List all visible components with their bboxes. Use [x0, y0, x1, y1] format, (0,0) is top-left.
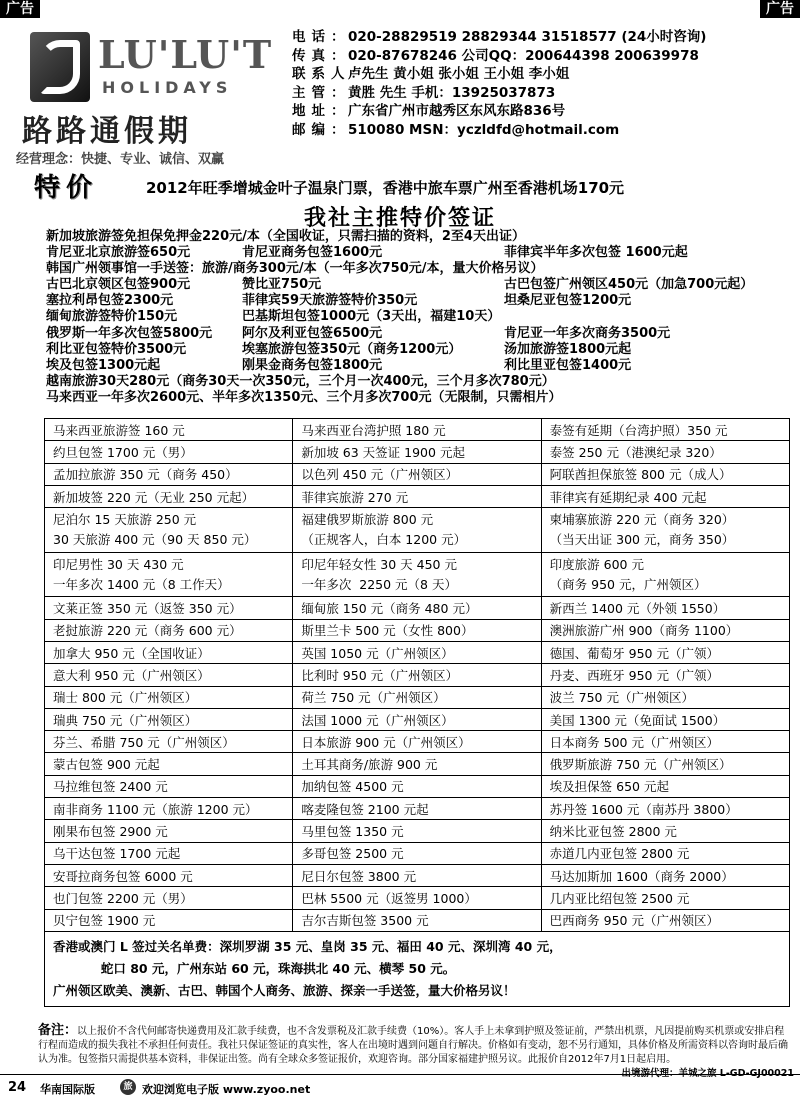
- table-cell: 几内亚比绍包签 2500 元: [541, 887, 789, 909]
- visa-item: 韩国广州领事馆一手送签：旅游/商务300元/本（一年多次750元/本，量大价格另议）: [46, 261, 544, 277]
- ad-label-right: 广告: [760, 0, 800, 18]
- table-cell: 澳洲旅游广州 900（商务 1100）: [541, 619, 789, 641]
- ad-label-left: 广告: [0, 0, 40, 18]
- table-cell: 日本商务 500 元（广州领区）: [541, 731, 789, 753]
- visa-line: [46, 326, 786, 342]
- table-cell: 荷兰 750 元（广州领区）: [293, 686, 541, 708]
- footer-line: 蛇口 80 元，广州东站 60 元，珠海拱北 40 元、横琴 50 元。: [53, 960, 456, 976]
- contact-row: [292, 82, 792, 101]
- table-row: [45, 864, 790, 886]
- visa-line: [46, 293, 786, 309]
- contact-key: 电话：: [292, 29, 351, 46]
- table-row: [45, 887, 790, 909]
- table-row: [45, 552, 790, 597]
- contact-key: 地址：: [292, 103, 351, 120]
- table-row: [45, 485, 790, 507]
- table-cell: 文莱正签 350 元（返签 350 元）: [45, 597, 293, 619]
- table-cell: 马达加斯加 1600（商务 2000）: [541, 864, 789, 886]
- visa-line: [46, 245, 786, 261]
- travel-logo-icon: 旅: [120, 1079, 136, 1095]
- table-cell: 新加坡 63 天签证 1900 元起: [293, 441, 541, 463]
- visa-line: [46, 358, 786, 374]
- table-cell: 赤道几内亚包签 2800 元: [541, 842, 789, 864]
- agent-license: 出境游代理：羊城之旅 L-GD-GJ00021: [621, 1068, 794, 1079]
- table-footer: [45, 931, 790, 1006]
- table-row: [45, 820, 790, 842]
- table-cell: 印度旅游 600 元 （商务 950 元，广州领区）: [541, 552, 789, 597]
- contact-row: [292, 26, 792, 45]
- visa-item: 埃及包签1300元起: [46, 357, 161, 373]
- table-cell: 土耳其商务/旅游 900 元: [293, 753, 541, 775]
- visa-line: [46, 229, 786, 245]
- contact-row: [292, 45, 792, 64]
- table-cell: 法国 1000 元（广州领区）: [293, 708, 541, 730]
- contact-value: 黄胜 先生 手机：13925037873: [348, 84, 556, 101]
- visa-line: [46, 261, 786, 277]
- table-footer-row: [45, 931, 790, 1006]
- visa-item: 菲律宾59天旅游签特价350元: [242, 293, 418, 309]
- footer-line: 广州领区欧美、澳新、古巴、韩国个人商务、旅游、探亲一手送签，量大价格另议！: [53, 982, 516, 998]
- contact-key: 联系人：: [292, 66, 370, 83]
- table-cell: 美国 1300 元（免面试 1500）: [541, 708, 789, 730]
- visa-item: 利比里亚包签1400元: [504, 357, 632, 373]
- visa-item: 阿尔及利亚包签6500元: [242, 325, 383, 341]
- table-cell: 印尼男性 30 天 430 元 一年多次 1400 元（8 工作天）: [45, 552, 293, 597]
- table-cell: 意大利 950 元（广州领区）: [45, 664, 293, 686]
- featured-visa-list: [46, 229, 786, 406]
- visa-item: 刚果金商务包签1800元: [242, 357, 383, 373]
- table-cell: 蒙古包签 900 元起: [45, 753, 293, 775]
- visa-item: 赞比亚750元: [242, 277, 322, 293]
- table-cell: 乌干达包签 1700 元起: [45, 842, 293, 864]
- table-cell: 新加坡签 220 元（无业 250 元起）: [45, 485, 293, 507]
- table-row: [45, 508, 790, 553]
- table-cell: 泰签 250 元（港澳纪录 320）: [541, 441, 789, 463]
- contact-value: 510080 MSN：yczldfd@hotmail.com: [348, 121, 620, 138]
- table-cell: 马来西亚旅游签 160 元: [45, 419, 293, 441]
- contact-key: 主管：: [292, 84, 351, 101]
- table-cell: 老挝旅游 220 元（商务 600 元）: [45, 619, 293, 641]
- visa-item: 马来西亚一年多次2600元、半年多次1350元、三个月多次700元（无限制，只需相片）: [46, 389, 562, 405]
- table-cell: 纳米比亚包签 2800 元: [541, 820, 789, 842]
- contact-key: 传真：: [292, 47, 351, 64]
- table-cell: 吉尔吉斯包签 3500 元: [293, 909, 541, 931]
- logo-s-icon: [30, 32, 90, 102]
- visa-line: [46, 374, 786, 390]
- table-cell: 马来西亚台湾护照 180 元: [293, 419, 541, 441]
- table-cell: 丹麦、西班牙 950 元（广领）: [541, 664, 789, 686]
- table-row: [45, 842, 790, 864]
- visa-item: 塞拉利昂包签2300元: [46, 293, 174, 309]
- contact-value: 020-87678246 公司QQ：200644398 200639978: [348, 47, 699, 64]
- page-title: 我社主推特价签证: [303, 206, 496, 231]
- visa-item: 汤加旅游签1800元起: [504, 341, 632, 357]
- table-row: [45, 664, 790, 686]
- table-cell: 印尼年轻女性 30 天 450 元 一年多次 2250 元（8 天）: [293, 552, 541, 597]
- website-link[interactable]: 欢迎浏览电子版 www.zyoo.net: [142, 1083, 311, 1096]
- logo-sub: HOLIDAYS: [102, 78, 233, 97]
- visa-item: 利比亚包签特价3500元: [46, 341, 187, 357]
- table-cell: 约旦包签 1700 元（男）: [45, 441, 293, 463]
- table-cell: 波兰 750 元（广州领区）: [541, 686, 789, 708]
- table-row: [45, 753, 790, 775]
- visa-item: 坦桑尼亚包签1200元: [504, 293, 632, 309]
- visa-item: 肯尼亚北京旅游签650元: [46, 245, 191, 261]
- table-cell: 芬兰、希腊 750 元（广州领区）: [45, 731, 293, 753]
- table-cell: 斯里兰卡 500 元（女性 800）: [293, 619, 541, 641]
- table-cell: 阿联酋担保旅签 800 元（成人）: [541, 463, 789, 485]
- table-cell: 以色列 450 元（广州领区）: [293, 463, 541, 485]
- table-row: [45, 775, 790, 797]
- table-cell: 缅甸旅 150 元（商务 480 元）: [293, 597, 541, 619]
- table-cell: 福建俄罗斯旅游 800 元 （正规客人，白本 1200 元）: [293, 508, 541, 553]
- contact-row: [292, 100, 792, 119]
- table-cell: 柬埔寨旅游 220 元（商务 320） （当天出证 300 元，商务 350）: [541, 508, 789, 553]
- contact-row: [292, 119, 792, 138]
- table-row: [45, 619, 790, 641]
- table-cell: 尼日尔包签 3800 元: [293, 864, 541, 886]
- table-cell: 英国 1050 元（广州领区）: [293, 641, 541, 663]
- table-cell: 贝宁包签 1900 元: [45, 909, 293, 931]
- company-logo: [6, 22, 276, 170]
- table-cell: 刚果布包签 2900 元: [45, 820, 293, 842]
- visa-item: 古巴北京领区包签900元: [46, 277, 191, 293]
- table-cell: 安哥拉商务包签 6000 元: [45, 864, 293, 886]
- table-cell: 比利时 950 元（广州领区）: [293, 664, 541, 686]
- table-cell: 德国、葡萄牙 950 元（广领）: [541, 641, 789, 663]
- table-cell: 孟加拉旅游 350 元（商务 450）: [45, 463, 293, 485]
- table-row: [45, 798, 790, 820]
- table-cell: 加拿大 950 元（全国收证）: [45, 641, 293, 663]
- table-cell: 菲律宾旅游 270 元: [293, 485, 541, 507]
- footer-line: 香港或澳门 L 签过关名单费：深圳罗湖 35 元、皇岗 35 元、福田 40 元、深圳湾 40 元，: [53, 938, 562, 954]
- contact-row: [292, 63, 792, 82]
- page-footer: [0, 1074, 800, 1100]
- table-row: [45, 641, 790, 663]
- visa-item: 俄罗斯一年多次包签5800元: [46, 325, 213, 341]
- table-cell: 泰签有延期（台湾护照）350 元: [541, 419, 789, 441]
- visa-item: 巴基斯坦包签1000元（3天出，福建10天）: [242, 309, 501, 325]
- logo-brand: LU'LU'T: [98, 32, 273, 77]
- special-banner: [34, 173, 794, 203]
- table-row: [45, 708, 790, 730]
- table-cell: 苏丹签 1600 元（南苏丹 3800）: [541, 798, 789, 820]
- table-cell: 埃及担保签 650 元起: [541, 775, 789, 797]
- contact-value: 020-28829519 28829344 31518577 (24小时咨询): [348, 29, 707, 46]
- table-row: [45, 686, 790, 708]
- table-row: [45, 463, 790, 485]
- visa-item: 新加坡旅游签免担保免押金220元/本（全国收证，只需扫描的资料，2至4天出证）: [46, 229, 525, 244]
- visa-line: [46, 309, 786, 325]
- logo-cn-name: 路路通假期: [22, 114, 192, 149]
- table-cell: 加纳包签 4500 元: [293, 775, 541, 797]
- contact-value: 卢先生 黄小姐 张小姐 王小姐 李小姐: [348, 66, 570, 83]
- notes: [38, 1023, 794, 1079]
- contact-value: 广东省广州市越秀区东风东路836号: [348, 103, 566, 120]
- special-text: 2012年旺季增城金叶子温泉门票，香港中旅车票广州至香港机场170元: [146, 179, 625, 197]
- visa-item: 肯尼亚一年多次商务3500元: [504, 325, 671, 341]
- visa-item: 越南旅游30天280元（商务30天一次350元，三个月一次400元，三个月多次780元）: [46, 373, 555, 389]
- page-number: 24: [8, 1080, 27, 1095]
- table-row: [45, 909, 790, 931]
- visa-line: [46, 390, 786, 406]
- visa-line: [46, 342, 786, 358]
- table-cell: 马里包签 1350 元: [293, 820, 541, 842]
- table-cell: 新西兰 1400 元（外领 1550）: [541, 597, 789, 619]
- company-motto: 经营理念：快捷、专业、诚信、双赢: [16, 152, 225, 167]
- table-cell: 菲律宾有延期纪录 400 元起: [541, 485, 789, 507]
- table-cell: 也门包签 2200 元（男）: [45, 887, 293, 909]
- edition-name: 华南国际版: [40, 1083, 95, 1096]
- table-cell: 瑞士 800 元（广州领区）: [45, 686, 293, 708]
- contact-key: 邮编：: [292, 121, 351, 138]
- table-cell: 马拉维包签 2400 元: [45, 775, 293, 797]
- table-cell: 巴林 5500 元（返签男 1000）: [293, 887, 541, 909]
- table-row: [45, 731, 790, 753]
- visa-line: [46, 277, 786, 293]
- visa-item: 缅甸旅游签特价150元: [46, 309, 178, 325]
- special-tag: 特价: [34, 173, 99, 203]
- notes-text: 以上报价不含代何邮寄快递费用及汇款手续费，也不含发票税及汇款手续费（10%）。客人手上未拿到护照及签证前，严禁出机票，凡因提前购买机票或安排启程行程而造成的损失我社不承担任何责任。我社只保证签证的真实性，客人在出境时遇到问题自行解决。价格如有变动，恕不另行通知，具体价格及所需资料以咨询时最后确认为准。包签指只需提供基本资料，非保证出签。尚有全球众多签证报价，欢迎咨询。部分国家福建护照另议。此报价自2012年7月1日起启用。: [38, 1026, 788, 1065]
- table-cell: 喀麦隆包签 2100 元起: [293, 798, 541, 820]
- table-cell: 俄罗斯旅游 750 元（广州领区）: [541, 753, 789, 775]
- table-cell: 日本旅游 900 元（广州领区）: [293, 731, 541, 753]
- visa-item: 埃塞旅游包签350元（商务1200元）: [242, 341, 462, 357]
- visa-item: 古巴包签广州领区450元（加急700元起）: [504, 277, 754, 293]
- table-cell: 巴西商务 950 元（广州领区）: [541, 909, 789, 931]
- contact-info: [292, 26, 792, 137]
- table-row: [45, 597, 790, 619]
- table-cell: 多哥包签 2500 元: [293, 842, 541, 864]
- table-cell: 瑞典 750 元（广州领区）: [45, 708, 293, 730]
- table-cell: 南非商务 1100 元（旅游 1200 元）: [45, 798, 293, 820]
- notes-label: 备注：: [38, 1023, 78, 1038]
- visa-item: 肯尼亚商务包签1600元: [242, 245, 383, 261]
- table-row: [45, 441, 790, 463]
- price-table: [44, 418, 790, 1007]
- table-cell: 尼泊尔 15 天旅游 250 元 30 天旅游 400 元（90 天 850 元）: [45, 508, 293, 553]
- visa-item: 菲律宾半年多次包签 1600元起: [504, 245, 688, 261]
- table-row: [45, 419, 790, 441]
